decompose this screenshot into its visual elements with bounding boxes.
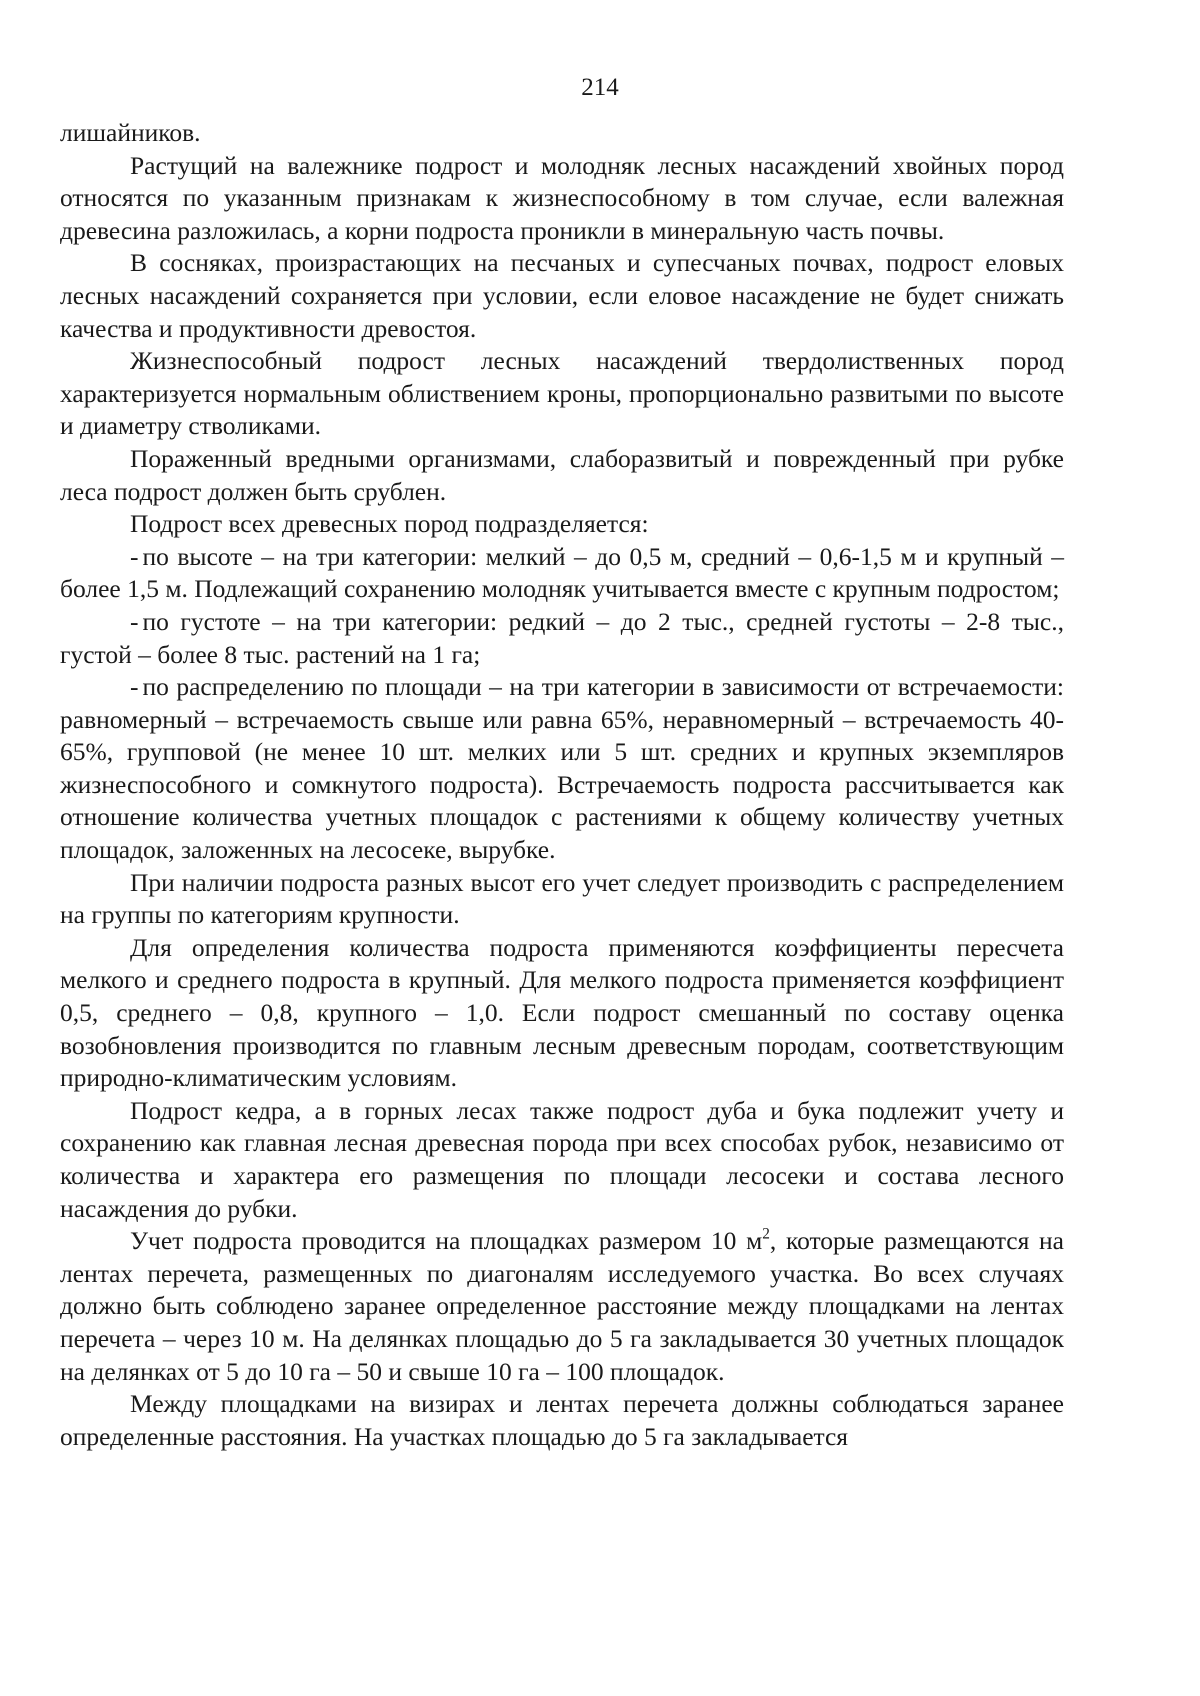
paragraph-continuation: лишайников. — [60, 118, 201, 147]
list-dash: - — [130, 541, 139, 571]
list-item-text: по густоте – на три категории: редкий – до 2 тыс., средней густоты – 2-8 тыс., густой – более 8 тыс. растений на 1 га; — [60, 606, 1064, 669]
list-dash: - — [130, 672, 139, 702]
body-text — [60, 117, 1064, 1453]
list-item-density — [60, 606, 1064, 671]
paragraph: Между площадками на визирах и лентах перечета должны соблюдаться заранее определенные расстояния. На участках площадью до 5 га закладывается — [60, 1389, 1064, 1451]
paragraph: Растущий на валежнике подрост и молодняк лесных насаждений хвойных пород относятся по указанным признакам к жизнеспособному в том случае, если валежная древесина разложилась, а корни подроста проникли в минеральную часть почвы. — [60, 150, 1064, 245]
list-item-distribution — [60, 671, 1064, 867]
list-item-text: по распределению по площади – на три категории в зависимости от встречаемости: равномерный – встречаемость свыше или равна 65%, неравномерный – встречаемость 40-65%, групповой (не менее 10 шт. мелких или 5 шт. средних и крупных экземпляров жизнеспособного и сомкнутого подроста). Встречаемость подроста рассчитывается как отношение количества учетных площадок с растениями к общему количеству учетных площадок, заложенных на лесосеке, вырубке. — [60, 672, 1064, 865]
paragraph: Подрост всех древесных пород подразделяется: — [130, 509, 649, 539]
paragraph: Жизнеспособный подрост лесных насаждений твердолиственных пород характеризуется нормальным облиствением кроны, пропорционально развитыми по высоте и диаметру стволиками. — [60, 346, 1064, 441]
list-item-height — [60, 541, 1064, 606]
paragraph: При наличии подроста разных высот его учет следует производить с распределением на группы по категориям крупности. — [60, 867, 1064, 930]
list-item-text: по высоте – на три категории: мелкий – до 0,5 м, средний – 0,6-1,5 м и крупный – более 1,5 м. Подлежащий сохранению молодняк учитывается вместе с крупным подростом; — [60, 541, 1064, 604]
paragraph: В сосняках, произрастающих на песчаных и супесчаных почвах, подрост еловых лесных насаждений сохраняется при условии, если еловое насаждение не будет снижать качества и продуктивности древостоя. — [60, 248, 1064, 343]
superscript: 2 — [762, 1225, 770, 1243]
text-segment: , которые — [769, 1226, 875, 1256]
paragraph-area-plots — [60, 1225, 1064, 1388]
page-number: 214 — [581, 74, 619, 101]
text-segment: Учет подроста проводится на площадках размером 10 м — [130, 1226, 763, 1256]
text-segment: размещаются на лентах перечета, размещенных по диагоналям исследуемого участка. Во всех случаях должно быть соблюдено заранее определенное расстояние между площадками на лентах перечета – через 10 м. На делянках площадью до 5 га закладывается 30 учетных площадок на делянках от 5 до 10 га – 50 и свыше 10 га – 100 площадок. — [60, 1226, 1064, 1386]
list-dash: - — [130, 606, 139, 636]
paragraph: Подрост кедра, а в горных лесах также подрост дуба и бука подлежит учету и сохранению как главная лесная древесная порода при всех способах рубок, независимо от количества и характера его размещения по площади лесосеки и состава лесного насаждения до рубки. — [60, 1095, 1064, 1223]
paragraph: Пораженный вредными организмами, слаборазвитый и поврежденный при рубке леса подрост должен быть срублен. — [60, 443, 1064, 506]
paragraph: Для определения количества подроста применяются коэффициенты пересчета мелкого и среднего подроста в крупный. Для мелкого подроста применяется коэффициент 0,5, среднего – 0,8, крупного – 1,0. Если подрост смешанный по составу оценка возобновления производится по главным лесным древесным породам, соответствующим природно-климатическим условиям. — [60, 932, 1064, 1093]
